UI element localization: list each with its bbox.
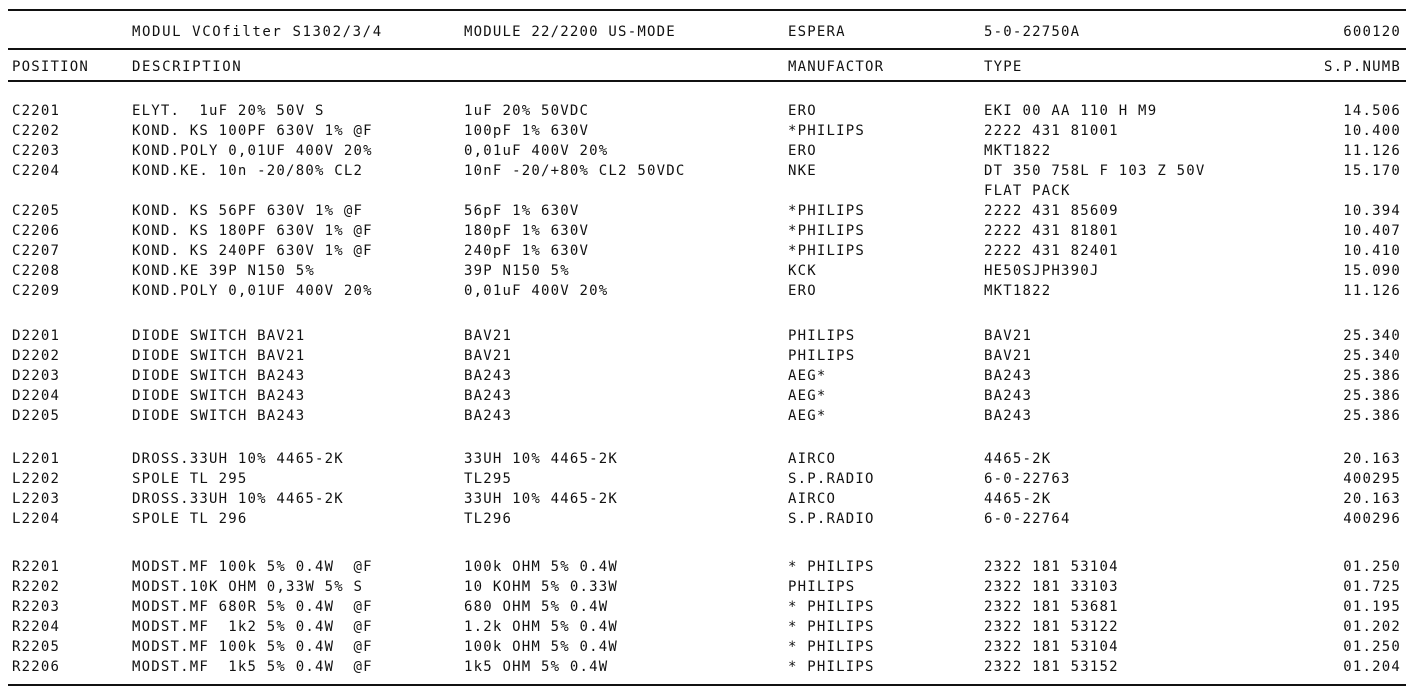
position-cell: D2205 bbox=[12, 408, 61, 424]
sp-number-cell: 25.340 bbox=[1343, 348, 1401, 364]
table-row bbox=[0, 449, 1415, 469]
manufacturer-cell: *PHILIPS bbox=[788, 243, 866, 259]
value-cell: 0,01uF 400V 20% bbox=[464, 143, 609, 159]
position-cell: C2205 bbox=[12, 203, 61, 219]
sp-number-cell: 10.407 bbox=[1343, 223, 1401, 239]
table-row bbox=[0, 181, 1415, 201]
manufacturer-cell: PHILIPS bbox=[788, 328, 856, 344]
description-cell: KOND. KS 180PF 630V 1% @F bbox=[132, 223, 373, 239]
description-cell: DIODE SWITCH BA243 bbox=[132, 368, 306, 384]
position-cell: R2202 bbox=[12, 579, 61, 595]
sp-number-cell: 25.386 bbox=[1343, 368, 1401, 384]
manufacturer-cell: *PHILIPS bbox=[788, 123, 866, 139]
manufacturer-cell: *PHILIPS bbox=[788, 223, 866, 239]
position-cell: R2203 bbox=[12, 599, 61, 615]
description-cell: DROSS.33UH 10% 4465-2K bbox=[132, 451, 344, 467]
manufacturer-cell: * PHILIPS bbox=[788, 599, 875, 615]
type-cell: BAV21 bbox=[984, 328, 1033, 344]
sp-number-cell: 25.386 bbox=[1343, 408, 1401, 424]
column-header-description: DESCRIPTION bbox=[132, 59, 243, 75]
manufacturer-cell: S.P.RADIO bbox=[788, 511, 875, 527]
sp-number-cell: 01.250 bbox=[1343, 559, 1401, 575]
description-cell: MODST.MF 680R 5% 0.4W @F bbox=[132, 599, 373, 615]
sp-number-cell: 01.250 bbox=[1343, 639, 1401, 655]
position-cell: L2202 bbox=[12, 471, 61, 487]
type-cell: HE50SJPH390J bbox=[984, 263, 1100, 279]
type-cell: DT 350 758L F 103 Z 50V bbox=[984, 163, 1206, 179]
module-code: MODUL VCOfilter S1302/3/4 bbox=[132, 24, 383, 40]
table-row bbox=[0, 386, 1415, 406]
column-header-type: TYPE bbox=[984, 59, 1023, 75]
table-row bbox=[0, 346, 1415, 366]
sp-number-cell: 25.340 bbox=[1343, 328, 1401, 344]
position-cell: D2202 bbox=[12, 348, 61, 364]
type-cell: 4465-2K bbox=[984, 491, 1052, 507]
value-cell: BA243 bbox=[464, 408, 513, 424]
table-row bbox=[0, 489, 1415, 509]
value-cell: 0,01uF 400V 20% bbox=[464, 283, 609, 299]
manufacturer-cell: * PHILIPS bbox=[788, 659, 875, 675]
value-cell: 180pF 1% 630V bbox=[464, 223, 590, 239]
type-cell: 2322 181 53122 bbox=[984, 619, 1119, 635]
table-row bbox=[0, 597, 1415, 617]
manufacturer-cell: AIRCO bbox=[788, 451, 837, 467]
sp-number-cell: 20.163 bbox=[1343, 451, 1401, 467]
value-cell: 39P N150 5% bbox=[464, 263, 570, 279]
description-cell: KOND.POLY 0,01UF 400V 20% bbox=[132, 143, 373, 159]
sp-number-cell: 01.725 bbox=[1343, 579, 1401, 595]
header-rule bbox=[8, 48, 1406, 50]
manufacturer-cell: ERO bbox=[788, 103, 817, 119]
value-cell: 1.2k OHM 5% 0.4W bbox=[464, 619, 619, 635]
manufacturer-cell: ERO bbox=[788, 283, 817, 299]
type-cell: 2322 181 53152 bbox=[984, 659, 1119, 675]
value-cell: TL296 bbox=[464, 511, 513, 527]
description-cell: SPOLE TL 296 bbox=[132, 511, 248, 527]
position-cell: R2206 bbox=[12, 659, 61, 675]
table-row bbox=[0, 469, 1415, 489]
manufacturer-cell: * PHILIPS bbox=[788, 639, 875, 655]
table-row bbox=[0, 161, 1415, 181]
sp-number-cell: 400296 bbox=[1343, 511, 1401, 527]
sp-number-cell: 14.506 bbox=[1343, 103, 1401, 119]
description-cell: KOND.KE 39P N150 5% bbox=[132, 263, 315, 279]
type-cell: 2222 431 82401 bbox=[984, 243, 1119, 259]
description-cell: DIODE SWITCH BA243 bbox=[132, 408, 306, 424]
value-cell: 100k OHM 5% 0.4W bbox=[464, 559, 619, 575]
type-cell: 2222 431 85609 bbox=[984, 203, 1119, 219]
position-cell: R2204 bbox=[12, 619, 61, 635]
position-cell: C2204 bbox=[12, 163, 61, 179]
table-row bbox=[0, 637, 1415, 657]
table-row bbox=[0, 101, 1415, 121]
description-cell: KOND. KS 56PF 630V 1% @F bbox=[132, 203, 364, 219]
description-cell: MODST.MF 100k 5% 0.4W @F bbox=[132, 639, 373, 655]
table-row bbox=[0, 617, 1415, 637]
position-cell: L2203 bbox=[12, 491, 61, 507]
description-cell: KOND. KS 100PF 630V 1% @F bbox=[132, 123, 373, 139]
table-row bbox=[0, 366, 1415, 386]
value-cell: TL295 bbox=[464, 471, 513, 487]
table-row bbox=[0, 406, 1415, 426]
manufacturer-cell: ERO bbox=[788, 143, 817, 159]
type-cell: FLAT PACK bbox=[984, 183, 1071, 199]
position-cell: D2201 bbox=[12, 328, 61, 344]
manufacturer-cell: AEG* bbox=[788, 388, 827, 404]
type-cell: 6-0-22763 bbox=[984, 471, 1071, 487]
type-cell: BA243 bbox=[984, 388, 1033, 404]
position-cell: L2201 bbox=[12, 451, 61, 467]
manufacturer-cell: S.P.RADIO bbox=[788, 471, 875, 487]
type-cell: MKT1822 bbox=[984, 143, 1052, 159]
sp-number-cell: 01.195 bbox=[1343, 599, 1401, 615]
position-cell: C2208 bbox=[12, 263, 61, 279]
top-rule bbox=[8, 9, 1406, 11]
position-cell: C2203 bbox=[12, 143, 61, 159]
sp-number-cell: 11.126 bbox=[1343, 143, 1401, 159]
manufacturer-cell: PHILIPS bbox=[788, 348, 856, 364]
table-row bbox=[0, 221, 1415, 241]
position-cell: R2205 bbox=[12, 639, 61, 655]
sp-number-cell: 15.090 bbox=[1343, 263, 1401, 279]
sp-number-cell: 10.400 bbox=[1343, 123, 1401, 139]
manufacturer-cell: NKE bbox=[788, 163, 817, 179]
position-cell: C2202 bbox=[12, 123, 61, 139]
description-cell: DROSS.33UH 10% 4465-2K bbox=[132, 491, 344, 507]
table-row bbox=[0, 657, 1415, 677]
module-description: MODULE 22/2200 US-MODE bbox=[464, 24, 676, 40]
project-name: ESPERA bbox=[788, 24, 846, 40]
sp-number-cell: 01.204 bbox=[1343, 659, 1401, 675]
manufacturer-cell: KCK bbox=[788, 263, 817, 279]
type-cell: BA243 bbox=[984, 368, 1033, 384]
description-cell: DIODE SWITCH BA243 bbox=[132, 388, 306, 404]
column-header-code: S.P.NUMB bbox=[1323, 59, 1401, 75]
value-cell: 100pF 1% 630V bbox=[464, 123, 590, 139]
description-cell: MODST.MF 1k2 5% 0.4W @F bbox=[132, 619, 373, 635]
value-cell: BAV21 bbox=[464, 328, 513, 344]
table-row bbox=[0, 281, 1415, 301]
type-cell: 2322 181 53104 bbox=[984, 559, 1119, 575]
table-row bbox=[0, 261, 1415, 281]
type-cell: BA243 bbox=[984, 408, 1033, 424]
sp-number-cell: 15.170 bbox=[1343, 163, 1401, 179]
type-cell: 2322 181 53681 bbox=[984, 599, 1119, 615]
description-cell: MODST.MF 1k5 5% 0.4W @F bbox=[132, 659, 373, 675]
manufacturer-cell: *PHILIPS bbox=[788, 203, 866, 219]
value-cell: 1k5 OHM 5% 0.4W bbox=[464, 659, 609, 675]
type-cell: EKI 00 AA 110 H M9 bbox=[984, 103, 1158, 119]
position-cell: C2209 bbox=[12, 283, 61, 299]
type-cell: MKT1822 bbox=[984, 283, 1052, 299]
value-cell: BA243 bbox=[464, 368, 513, 384]
column-header-position: POSITION bbox=[12, 59, 90, 75]
sp-number-cell: 25.386 bbox=[1343, 388, 1401, 404]
position-cell: C2201 bbox=[12, 103, 61, 119]
value-cell: 33UH 10% 4465-2K bbox=[464, 451, 619, 467]
table-row bbox=[0, 201, 1415, 221]
description-cell: ELYT. 1uF 20% 50V S bbox=[132, 103, 325, 119]
type-cell: 2222 431 81801 bbox=[984, 223, 1119, 239]
table-row bbox=[0, 509, 1415, 529]
value-cell: BA243 bbox=[464, 388, 513, 404]
sp-number-cell: 01.202 bbox=[1343, 619, 1401, 635]
table-row bbox=[0, 577, 1415, 597]
value-cell: 10nF -20/+80% CL2 50VDC bbox=[464, 163, 686, 179]
document-code: 600120 bbox=[1343, 24, 1401, 40]
value-cell: 240pF 1% 630V bbox=[464, 243, 590, 259]
manufacturer-cell: * PHILIPS bbox=[788, 619, 875, 635]
manufacturer-cell: PHILIPS bbox=[788, 579, 856, 595]
table-row bbox=[0, 121, 1415, 141]
value-cell: 100k OHM 5% 0.4W bbox=[464, 639, 619, 655]
description-cell: KOND. KS 240PF 630V 1% @F bbox=[132, 243, 373, 259]
column-headers bbox=[0, 57, 1415, 77]
column-header-rule bbox=[8, 80, 1406, 82]
value-cell: 680 OHM 5% 0.4W bbox=[464, 599, 609, 615]
value-cell: 56pF 1% 630V bbox=[464, 203, 580, 219]
position-cell: R2201 bbox=[12, 559, 61, 575]
manufacturer-cell: AEG* bbox=[788, 408, 827, 424]
position-cell: L2204 bbox=[12, 511, 61, 527]
type-cell: 6-0-22764 bbox=[984, 511, 1071, 527]
document-number: 5-0-22750A bbox=[984, 24, 1081, 40]
bottom-rule bbox=[8, 684, 1406, 686]
description-cell: KOND.KE. 10n -20/80% CL2 bbox=[132, 163, 364, 179]
table-row bbox=[0, 141, 1415, 161]
column-header-manufacturer: MANUFACTOR bbox=[788, 59, 885, 75]
type-cell: 2322 181 53104 bbox=[984, 639, 1119, 655]
description-cell: MODST.10K OHM 0,33W 5% S bbox=[132, 579, 364, 595]
position-cell: C2206 bbox=[12, 223, 61, 239]
sp-number-cell: 20.163 bbox=[1343, 491, 1401, 507]
description-cell: SPOLE TL 295 bbox=[132, 471, 248, 487]
description-cell: DIODE SWITCH BAV21 bbox=[132, 328, 306, 344]
type-cell: BAV21 bbox=[984, 348, 1033, 364]
sp-number-cell: 11.126 bbox=[1343, 283, 1401, 299]
description-cell: DIODE SWITCH BAV21 bbox=[132, 348, 306, 364]
sp-number-cell: 400295 bbox=[1343, 471, 1401, 487]
table-row bbox=[0, 557, 1415, 577]
value-cell: 33UH 10% 4465-2K bbox=[464, 491, 619, 507]
type-cell: 4465-2K bbox=[984, 451, 1052, 467]
sp-number-cell: 10.410 bbox=[1343, 243, 1401, 259]
value-cell: BAV21 bbox=[464, 348, 513, 364]
manufacturer-cell: AIRCO bbox=[788, 491, 837, 507]
value-cell: 1uF 20% 50VDC bbox=[464, 103, 590, 119]
manufacturer-cell: * PHILIPS bbox=[788, 559, 875, 575]
position-cell: D2203 bbox=[12, 368, 61, 384]
position-cell: D2204 bbox=[12, 388, 61, 404]
type-cell: 2322 181 33103 bbox=[984, 579, 1119, 595]
type-cell: 2222 431 81001 bbox=[984, 123, 1119, 139]
description-cell: MODST.MF 100k 5% 0.4W @F bbox=[132, 559, 373, 575]
table-row bbox=[0, 241, 1415, 261]
description-cell: KOND.POLY 0,01UF 400V 20% bbox=[132, 283, 373, 299]
table-row bbox=[0, 326, 1415, 346]
value-cell: 10 KOHM 5% 0.33W bbox=[464, 579, 619, 595]
manufacturer-cell: AEG* bbox=[788, 368, 827, 384]
module-header bbox=[0, 22, 1415, 42]
position-cell: C2207 bbox=[12, 243, 61, 259]
sp-number-cell: 10.394 bbox=[1343, 203, 1401, 219]
